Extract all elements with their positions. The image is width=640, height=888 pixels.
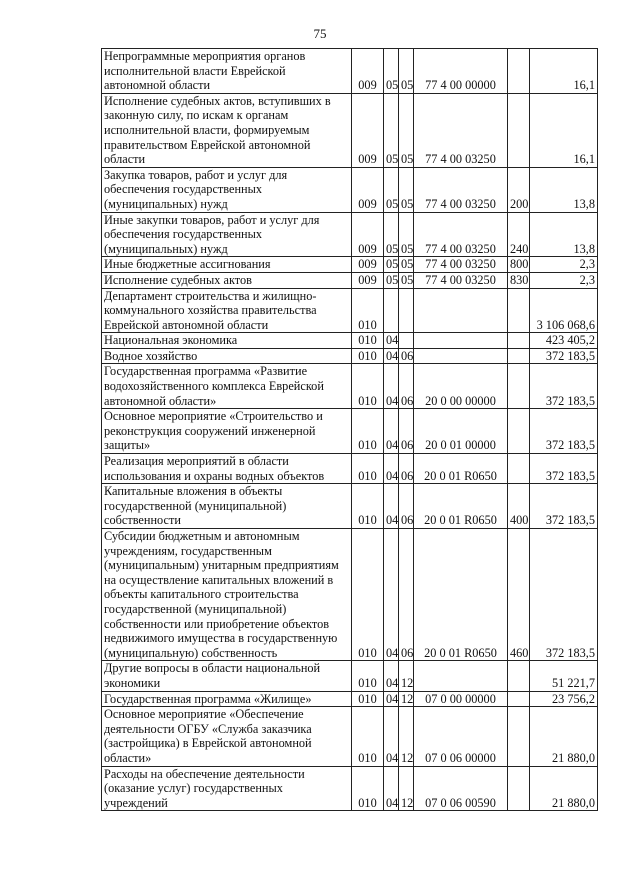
- subsection-code: 12: [399, 707, 414, 766]
- subsection-code: [399, 333, 414, 349]
- target-article-code: 77 4 00 03250: [414, 212, 508, 257]
- target-article-code: [414, 661, 508, 691]
- amount: 372 183,5: [530, 348, 598, 364]
- ministry-code: 009: [352, 49, 384, 94]
- budget-table-body: [102, 49, 598, 811]
- amount: 372 183,5: [530, 454, 598, 484]
- row-name: Департамент строительства и жилищно- коммунального хозяйства правительства Еврейской автономной области: [102, 288, 352, 333]
- amount: 2,3: [530, 257, 598, 273]
- target-article-code: 20 0 01 R0650: [414, 454, 508, 484]
- section-code: [384, 288, 399, 333]
- expense-type-code: 830: [508, 272, 530, 288]
- subsection-code: 06: [399, 454, 414, 484]
- row-name: Иные бюджетные ассигнования: [102, 257, 352, 273]
- expense-type-code: 460: [508, 529, 530, 661]
- subsection-code: 05: [399, 93, 414, 167]
- amount: 2,3: [530, 272, 598, 288]
- target-article-code: 77 4 00 03250: [414, 257, 508, 273]
- table-row: [102, 167, 598, 212]
- ministry-code: 010: [352, 707, 384, 766]
- row-name: Водное хозяйство: [102, 348, 352, 364]
- page-number: 75: [313, 26, 327, 41]
- ministry-code: 009: [352, 167, 384, 212]
- subsection-code: 06: [399, 364, 414, 409]
- table-row: [102, 348, 598, 364]
- row-name: Иные закупки товаров, работ и услуг для обеспечения государственных (муниципальных) нужд: [102, 212, 352, 257]
- table-row: [102, 272, 598, 288]
- expense-type-code: 800: [508, 257, 530, 273]
- table-row: [102, 409, 598, 454]
- expense-type-code: [508, 691, 530, 707]
- section-code: 04: [384, 661, 399, 691]
- ministry-code: 010: [352, 484, 384, 529]
- amount: 372 183,5: [530, 409, 598, 454]
- target-article-code: [414, 288, 508, 333]
- row-name: Государственная программа «Жилище»: [102, 691, 352, 707]
- subsection-code: 12: [399, 766, 414, 811]
- expense-type-code: [508, 454, 530, 484]
- amount: 23 756,2: [530, 691, 598, 707]
- target-article-code: 77 4 00 03250: [414, 93, 508, 167]
- section-code: 04: [384, 691, 399, 707]
- row-name: Реализация мероприятий в области использования и охраны водных объектов: [102, 454, 352, 484]
- subsection-code: 05: [399, 167, 414, 212]
- target-article-code: 07 0 00 00000: [414, 691, 508, 707]
- section-code: 04: [384, 707, 399, 766]
- expense-type-code: [508, 49, 530, 94]
- amount: 16,1: [530, 49, 598, 94]
- subsection-code: 05: [399, 272, 414, 288]
- expense-type-code: [508, 333, 530, 349]
- table-row: [102, 93, 598, 167]
- amount: 21 880,0: [530, 707, 598, 766]
- ministry-code: 010: [352, 333, 384, 349]
- ministry-code: 010: [352, 348, 384, 364]
- row-name: Национальная экономика: [102, 333, 352, 349]
- section-code: 04: [384, 766, 399, 811]
- row-name: Расходы на обеспечение деятельности (оказание услуг) государственных учреждений: [102, 766, 352, 811]
- expense-type-code: [508, 707, 530, 766]
- subsection-code: [399, 288, 414, 333]
- expense-type-code: [508, 409, 530, 454]
- target-article-code: 20 0 01 R0650: [414, 529, 508, 661]
- subsection-code: 06: [399, 409, 414, 454]
- table-row: [102, 484, 598, 529]
- amount: 21 880,0: [530, 766, 598, 811]
- table-row: [102, 364, 598, 409]
- expense-type-code: [508, 661, 530, 691]
- section-code: 05: [384, 167, 399, 212]
- target-article-code: 07 0 06 00590: [414, 766, 508, 811]
- table-row: [102, 691, 598, 707]
- subsection-code: 05: [399, 49, 414, 94]
- table-row: [102, 661, 598, 691]
- table-row: [102, 707, 598, 766]
- row-name: Закупка товаров, работ и услуг для обеспечения государственных (муниципальных) нужд: [102, 167, 352, 212]
- section-code: 05: [384, 93, 399, 167]
- expense-type-code: [508, 766, 530, 811]
- ministry-code: 009: [352, 212, 384, 257]
- row-name: Субсидии бюджетным и автономным учреждениям, государственным (муниципальным) унитарным предприятиям на осуществление капитальных вложений в объекты капитального строительства государственной (муниципальной) собственности или приобретение объектов недвижимого имущества в государственную (муниципальную) собственность: [102, 529, 352, 661]
- section-code: 05: [384, 272, 399, 288]
- expense-type-code: [508, 93, 530, 167]
- expense-type-code: [508, 364, 530, 409]
- target-article-code: 07 0 06 00000: [414, 707, 508, 766]
- target-article-code: [414, 348, 508, 364]
- amount: 51 221,7: [530, 661, 598, 691]
- amount: 3 106 068,6: [530, 288, 598, 333]
- amount: 423 405,2: [530, 333, 598, 349]
- ministry-code: 010: [352, 661, 384, 691]
- row-name: Основное мероприятие «Строительство и реконструкция сооружений инженерной защиты»: [102, 409, 352, 454]
- row-name: Капитальные вложения в объекты государственной (муниципальной) собственности: [102, 484, 352, 529]
- target-article-code: 20 0 00 00000: [414, 364, 508, 409]
- target-article-code: 77 4 00 03250: [414, 272, 508, 288]
- table-row: [102, 766, 598, 811]
- amount: 13,8: [530, 167, 598, 212]
- ministry-code: 010: [352, 454, 384, 484]
- ministry-code: 010: [352, 766, 384, 811]
- row-name: Основное мероприятие «Обеспечение деятельности ОГБУ «Служба заказчика (застройщика) в Еврейской автономной области»: [102, 707, 352, 766]
- table-row: [102, 257, 598, 273]
- row-name: Другие вопросы в области национальной экономики: [102, 661, 352, 691]
- section-code: 04: [384, 454, 399, 484]
- section-code: 05: [384, 49, 399, 94]
- target-article-code: 77 4 00 03250: [414, 167, 508, 212]
- expense-type-code: [508, 288, 530, 333]
- ministry-code: 009: [352, 272, 384, 288]
- table-row: [102, 288, 598, 333]
- target-article-code: 20 0 01 R0650: [414, 484, 508, 529]
- amount: 372 183,5: [530, 364, 598, 409]
- ministry-code: 010: [352, 691, 384, 707]
- row-name: Государственная программа «Развитие водохозяйственного комплекса Еврейской автономной области»: [102, 364, 352, 409]
- amount: 372 183,5: [530, 484, 598, 529]
- amount: 16,1: [530, 93, 598, 167]
- row-name: Исполнение судебных актов, вступивших в законную силу, по искам к органам исполнительной власти, формируемым правительством Еврейской автономной области: [102, 93, 352, 167]
- target-article-code: [414, 333, 508, 349]
- expense-type-code: 400: [508, 484, 530, 529]
- budget-table: [101, 48, 598, 811]
- section-code: 04: [384, 364, 399, 409]
- expense-type-code: 240: [508, 212, 530, 257]
- expense-type-code: 200: [508, 167, 530, 212]
- table-row: [102, 212, 598, 257]
- section-code: 04: [384, 409, 399, 454]
- subsection-code: 06: [399, 529, 414, 661]
- subsection-code: 05: [399, 212, 414, 257]
- subsection-code: 06: [399, 484, 414, 529]
- row-name: Исполнение судебных актов: [102, 272, 352, 288]
- table-row: [102, 454, 598, 484]
- section-code: 05: [384, 257, 399, 273]
- amount: 372 183,5: [530, 529, 598, 661]
- section-code: 04: [384, 333, 399, 349]
- table-row: [102, 529, 598, 661]
- subsection-code: 12: [399, 691, 414, 707]
- row-name: Непрограммные мероприятия органов исполнительной власти Еврейской автономной области: [102, 49, 352, 94]
- subsection-code: 12: [399, 661, 414, 691]
- ministry-code: 009: [352, 257, 384, 273]
- expense-type-code: [508, 348, 530, 364]
- ministry-code: 010: [352, 364, 384, 409]
- ministry-code: 009: [352, 93, 384, 167]
- target-article-code: 77 4 00 00000: [414, 49, 508, 94]
- section-code: 04: [384, 484, 399, 529]
- target-article-code: 20 0 01 00000: [414, 409, 508, 454]
- table-row: [102, 333, 598, 349]
- subsection-code: 05: [399, 257, 414, 273]
- section-code: 05: [384, 212, 399, 257]
- subsection-code: 06: [399, 348, 414, 364]
- ministry-code: 010: [352, 288, 384, 333]
- section-code: 04: [384, 529, 399, 661]
- section-code: 04: [384, 348, 399, 364]
- amount: 13,8: [530, 212, 598, 257]
- ministry-code: 010: [352, 409, 384, 454]
- table-row: [102, 49, 598, 94]
- ministry-code: 010: [352, 529, 384, 661]
